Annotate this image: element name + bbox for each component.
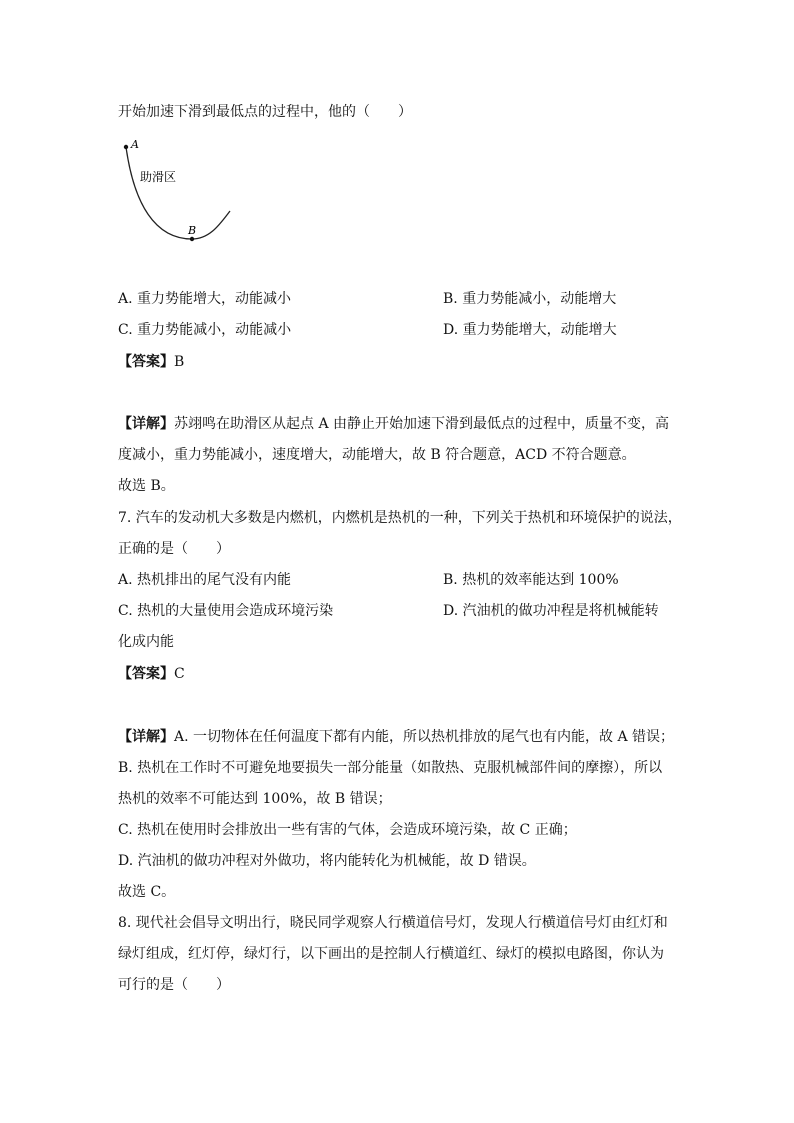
q7-option-d-line1: D. 汽油机的做功冲程是将机械能转: [443, 603, 659, 619]
q6-answer: [118, 352, 184, 372]
q7-detail-line1: 【详解】A. 一切物体在任何温度下都有内能，所以热机排放的尾气也有内能，故 A 错误；: [118, 729, 675, 745]
q7-option-b: B. 热机的效率能达到 100%: [443, 572, 619, 588]
q6-option-a: A. 重力势能增大，动能减小: [118, 291, 292, 307]
q8-stem-line1: 8. 现代社会倡导文明出行，晓民同学观察人行横道信号灯，发现人行横道信号灯由红灯和: [118, 915, 668, 931]
q7-option-d-line2: 化成内能: [118, 634, 174, 650]
answer-label: 【答案】: [118, 354, 174, 370]
q7-option-c: C. 热机的大量使用会造成环境污染: [118, 603, 334, 619]
q7-detail-line2: B. 热机在工作时不可避免地要损失一部分能量（如散热、克服机械部件间的摩擦），所以: [118, 760, 663, 776]
q7-stem-line1: 7. 汽车的发动机大多数是内燃机，内燃机是热机的一种，下列关于热机和环境保护的说法，: [118, 510, 682, 526]
detail-label: 【详解】: [118, 729, 174, 745]
zone-label: 助滑区: [140, 170, 177, 184]
point-a-label: A: [131, 138, 139, 151]
point-b-label: B: [188, 224, 197, 237]
q7-detail-line3: 热机的效率不可能达到 100%，故 B 错误；: [118, 791, 392, 807]
answer-value: B: [174, 354, 185, 370]
point-b-dot: [190, 237, 194, 241]
q6-detail-line1: 【详解】苏翊鸣在助滑区从起点 A 由静止开始加速下滑到最低点的过程中，质量不变，高: [118, 416, 670, 432]
answer-value: C: [174, 666, 185, 682]
q7-answer: [118, 664, 185, 684]
q7-stem-line2: 正确的是（ ）: [118, 541, 230, 557]
ski-slope-figure: [110, 134, 250, 249]
q6-stem-tail: 开始加速下滑到最低点的过程中，他的（ ）: [118, 104, 412, 120]
q6-option-c: C. 重力势能减小，动能减小: [118, 322, 292, 338]
q6-option-d: D. 重力势能增大，动能增大: [443, 322, 617, 338]
q7-detail-line4: C. 热机在使用时会排放出一些有害的气体，会造成环境污染，故 C 正确；: [118, 822, 577, 838]
q7-option-a: A. 热机排出的尾气没有内能: [118, 572, 292, 588]
answer-label: 【答案】: [118, 666, 174, 682]
q8-stem-line2: 绿灯组成，红灯停，绿灯行，以下画出的是控制人行横道红、绿灯的模拟电路图，你认为: [118, 946, 664, 962]
point-a-dot: [124, 145, 128, 149]
q8-stem-line3: 可行的是（ ）: [118, 977, 230, 993]
detail-label: 【详解】: [118, 416, 174, 432]
q6-option-b: B. 重力势能减小，动能增大: [443, 291, 617, 307]
q7-detail-line5: D. 汽油机的做功冲程对外做功，将内能转化为机械能，故 D 错误。: [118, 853, 536, 869]
q6-detail-line2: 度减小，重力势能减小，速度增大，动能增大，故 B 符合题意，ACD 不符合题意。: [118, 447, 636, 463]
q6-conclusion: 故选 B。: [118, 478, 175, 494]
q7-conclusion: 故选 C。: [118, 884, 176, 900]
slope-curve: [126, 147, 230, 239]
